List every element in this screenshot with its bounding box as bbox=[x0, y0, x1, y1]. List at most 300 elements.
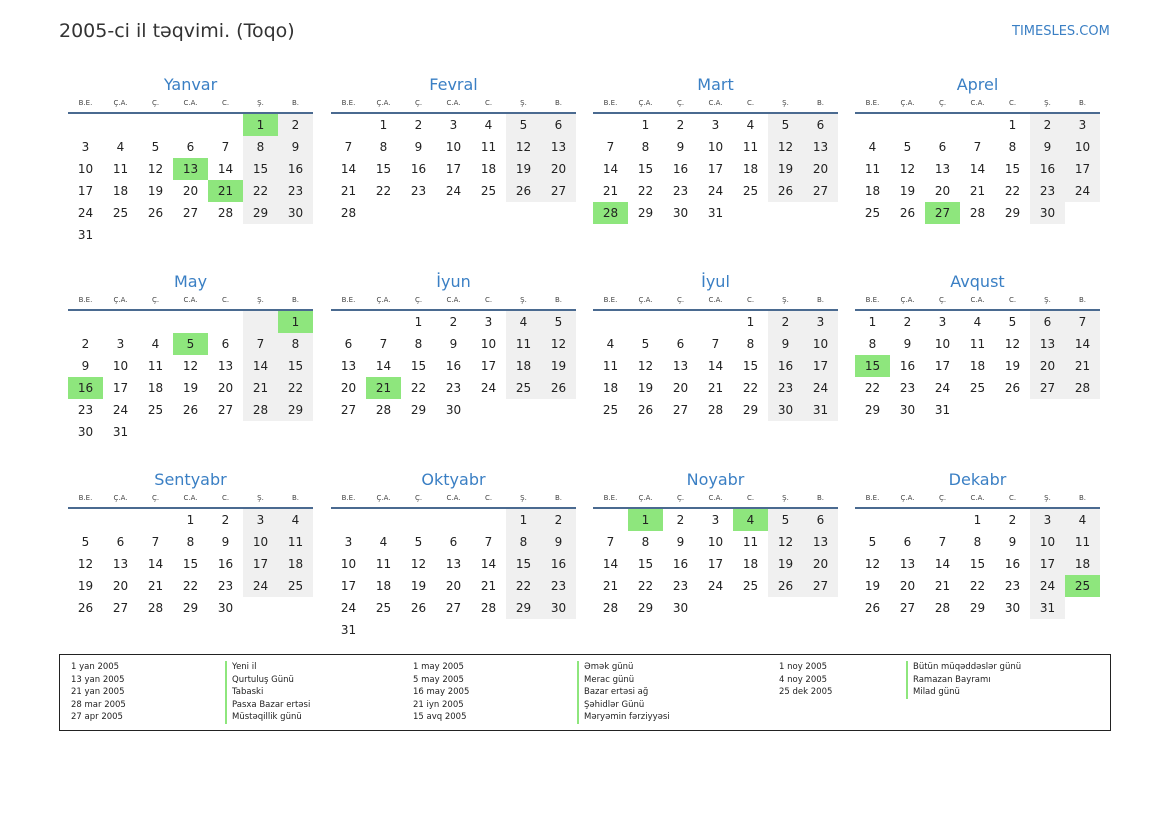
weekday-label: Ş. bbox=[257, 494, 264, 502]
day-cell: 27 bbox=[899, 601, 916, 615]
day-cell: 23 bbox=[1004, 579, 1021, 593]
weekday-label: Ş. bbox=[257, 296, 264, 304]
empty-cell bbox=[173, 421, 208, 443]
day-grid bbox=[593, 114, 838, 224]
weekday-label: C.A. bbox=[970, 494, 985, 502]
day-cell: 25 bbox=[742, 184, 759, 198]
month-2 bbox=[331, 73, 576, 224]
day-cell: 5 bbox=[1008, 315, 1017, 329]
empty-cell bbox=[733, 202, 768, 224]
weekday-label: Ç.A. bbox=[113, 99, 128, 107]
weekday-label: B. bbox=[554, 296, 563, 304]
day-cell: 6 bbox=[803, 509, 838, 531]
day-cell: 15 bbox=[637, 557, 654, 571]
day-cell: 20 bbox=[217, 381, 234, 395]
day-cell: 18 bbox=[602, 381, 619, 395]
day-cell: 11 bbox=[742, 140, 759, 154]
empty-cell bbox=[890, 509, 925, 531]
weekday-label: B.E. bbox=[865, 99, 880, 107]
day-cell: 2 bbox=[81, 337, 90, 351]
legend-holiday-name: Ramazan Bayramı bbox=[906, 674, 1021, 687]
empty-cell bbox=[593, 311, 628, 333]
day-cell: 17 bbox=[707, 557, 724, 571]
day-cell: 12 bbox=[147, 162, 164, 176]
weekday-label: C.A. bbox=[970, 296, 985, 304]
legend-holiday-name: Merac günü bbox=[577, 674, 670, 687]
day-cell: 23 bbox=[541, 575, 576, 597]
day-cell: 18 bbox=[742, 162, 759, 176]
day-cell: 13 bbox=[445, 557, 462, 571]
day-cell: 23 bbox=[672, 184, 689, 198]
day-cell: 30 bbox=[1030, 202, 1065, 224]
day-cell: 9 bbox=[278, 136, 313, 158]
empty-cell bbox=[278, 224, 313, 246]
legend-holiday-name: Milad günü bbox=[906, 686, 1021, 699]
day-cell: 16 bbox=[541, 553, 576, 575]
day-cell: 8 bbox=[973, 535, 982, 549]
weekday-label: B.E. bbox=[603, 99, 618, 107]
day-cell: 25 bbox=[969, 381, 986, 395]
empty-cell bbox=[103, 224, 138, 246]
legend-holiday-name: Bazar ertəsi ağ bbox=[577, 686, 670, 699]
day-cell: 22 bbox=[243, 180, 278, 202]
weekday-label: Ş. bbox=[1044, 99, 1051, 107]
day-cell: 21 bbox=[602, 184, 619, 198]
day-cell: 3 bbox=[803, 311, 838, 333]
weekday-header bbox=[331, 492, 576, 505]
empty-cell bbox=[803, 597, 838, 619]
day-cell: 10 bbox=[934, 337, 951, 351]
legend-holiday-name: Qurtuluş Günü bbox=[225, 674, 310, 687]
weekday-label: Ş. bbox=[257, 99, 264, 107]
empty-cell bbox=[173, 224, 208, 246]
day-cell: 28 bbox=[243, 399, 278, 421]
month-name: Sentyabr bbox=[154, 470, 227, 489]
day-cell: 3 bbox=[243, 509, 278, 531]
month-12 bbox=[855, 468, 1100, 619]
weekday-label: B.E. bbox=[603, 494, 618, 502]
day-cell: 7 bbox=[243, 333, 278, 355]
day-cell: 29 bbox=[637, 601, 654, 615]
day-cell: 31 bbox=[340, 623, 357, 637]
day-cell: 22 bbox=[637, 579, 654, 593]
empty-cell bbox=[855, 114, 890, 136]
day-cell: 24 bbox=[480, 381, 497, 395]
day-cell: 11 bbox=[506, 333, 541, 355]
month-name: Aprel bbox=[956, 75, 999, 94]
day-cell: 1 bbox=[243, 114, 278, 136]
day-cell: 8 bbox=[868, 337, 877, 351]
day-cell: 24 bbox=[803, 377, 838, 399]
day-cell: 17 bbox=[1065, 158, 1100, 180]
day-cell: 24 bbox=[243, 575, 278, 597]
day-cell: 2 bbox=[221, 513, 230, 527]
day-cell: 3 bbox=[81, 140, 90, 154]
weekday-label: C.A. bbox=[708, 296, 723, 304]
day-cell: 15 bbox=[182, 557, 199, 571]
empty-cell bbox=[995, 399, 1030, 421]
day-cell: 4 bbox=[973, 315, 982, 329]
day-cell: 2 bbox=[1008, 513, 1017, 527]
day-cell: 8 bbox=[186, 535, 195, 549]
day-cell: 5 bbox=[641, 337, 650, 351]
day-cell: 16 bbox=[1004, 557, 1021, 571]
month-8 bbox=[855, 270, 1100, 421]
day-cell: 20 bbox=[445, 579, 462, 593]
day-cell: 2 bbox=[676, 118, 685, 132]
month-name: Yanvar bbox=[163, 75, 218, 94]
weekday-label: Ç. bbox=[414, 494, 423, 502]
empty-cell bbox=[138, 421, 173, 443]
weekday-label: Ç.A. bbox=[113, 296, 128, 304]
day-cell: 7 bbox=[151, 535, 160, 549]
day-cell: 29 bbox=[243, 202, 278, 224]
empty-cell bbox=[1065, 202, 1100, 224]
day-cell: 20 bbox=[1030, 355, 1065, 377]
empty-cell bbox=[925, 114, 960, 136]
day-cell: 26 bbox=[768, 575, 803, 597]
day-cell: 1 bbox=[186, 513, 195, 527]
day-cell: 10 bbox=[480, 337, 497, 351]
day-cell: 16 bbox=[672, 557, 689, 571]
day-cell: 11 bbox=[278, 531, 313, 553]
day-cell: 19 bbox=[1004, 359, 1021, 373]
day-cell: 20 bbox=[899, 579, 916, 593]
day-cell: 25 bbox=[375, 601, 392, 615]
page-title: 2005-ci il təqvimi. (Toqo) bbox=[59, 20, 295, 42]
day-cell: 28 bbox=[969, 206, 986, 220]
month-name: Dekabr bbox=[948, 470, 1007, 489]
weekday-label: Ş. bbox=[520, 494, 527, 502]
day-cell: 28 bbox=[217, 206, 234, 220]
day-cell: 8 bbox=[243, 136, 278, 158]
weekday-header bbox=[68, 492, 313, 505]
day-cell: 2 bbox=[541, 509, 576, 531]
empty-cell bbox=[401, 509, 436, 531]
day-cell: 6 bbox=[116, 535, 125, 549]
day-cell: 12 bbox=[77, 557, 94, 571]
month-9 bbox=[68, 468, 313, 619]
weekday-label: Ç. bbox=[414, 99, 423, 107]
day-cell: 16 bbox=[217, 557, 234, 571]
day-cell: 1 bbox=[868, 315, 877, 329]
day-cell: 26 bbox=[410, 601, 427, 615]
day-cell: 26 bbox=[768, 180, 803, 202]
month-5 bbox=[68, 270, 313, 443]
day-cell: 5 bbox=[81, 535, 90, 549]
day-grid bbox=[855, 311, 1100, 421]
day-cell: 6 bbox=[221, 337, 230, 351]
empty-cell bbox=[541, 619, 576, 641]
empty-cell bbox=[803, 202, 838, 224]
empty-cell bbox=[698, 597, 733, 619]
month-name: May bbox=[173, 272, 208, 291]
day-cell: 12 bbox=[864, 557, 881, 571]
day-cell: 8 bbox=[641, 535, 650, 549]
weekday-label: C.A. bbox=[183, 296, 198, 304]
empty-cell bbox=[401, 202, 436, 224]
weekday-label: Ç.A. bbox=[900, 99, 915, 107]
day-cell: 19 bbox=[541, 355, 576, 377]
month-name: Fevral bbox=[429, 75, 478, 94]
weekday-header bbox=[331, 97, 576, 110]
weekday-label: Ç.A. bbox=[638, 494, 653, 502]
day-cell: 31 bbox=[112, 425, 129, 439]
day-cell: 17 bbox=[445, 162, 462, 176]
empty-cell bbox=[331, 114, 366, 136]
weekday-label: C. bbox=[1008, 99, 1017, 107]
day-cell: 19 bbox=[864, 579, 881, 593]
day-cell: 16 bbox=[278, 158, 313, 180]
day-cell: 18 bbox=[969, 359, 986, 373]
day-cell: 27 bbox=[182, 206, 199, 220]
day-cell: 26 bbox=[864, 601, 881, 615]
day-cell: 19 bbox=[637, 381, 654, 395]
day-cell: 1 bbox=[506, 509, 541, 531]
empty-cell bbox=[68, 311, 103, 333]
month-7 bbox=[593, 270, 838, 421]
day-cell: 13 bbox=[899, 557, 916, 571]
empty-cell bbox=[506, 619, 541, 641]
day-cell: 8 bbox=[506, 531, 541, 553]
weekday-label: B. bbox=[291, 296, 300, 304]
legend-holiday-name: Əmək günü bbox=[577, 661, 670, 674]
day-cell: 21 bbox=[480, 579, 497, 593]
day-cell: 9 bbox=[768, 333, 803, 355]
empty-cell bbox=[698, 311, 733, 333]
weekday-label: B.E. bbox=[341, 99, 356, 107]
empty-cell bbox=[960, 399, 995, 421]
day-cell: 22 bbox=[506, 575, 541, 597]
day-cell: 14 bbox=[217, 162, 234, 176]
legend-dates-col-3 bbox=[779, 661, 832, 699]
empty-cell bbox=[506, 202, 541, 224]
empty-cell bbox=[173, 311, 208, 333]
weekday-header bbox=[855, 492, 1100, 505]
day-cell: 12 bbox=[541, 333, 576, 355]
day-cell: 4 bbox=[506, 311, 541, 333]
day-cell: 25 bbox=[864, 206, 881, 220]
day-cell: 31 bbox=[803, 399, 838, 421]
day-cell: 26 bbox=[147, 206, 164, 220]
weekday-label: Ş. bbox=[520, 296, 527, 304]
empty-cell bbox=[103, 509, 138, 531]
weekday-header bbox=[68, 97, 313, 110]
day-cell: 14 bbox=[1065, 333, 1100, 355]
day-cell: 8 bbox=[1008, 140, 1017, 154]
day-cell: 9 bbox=[676, 535, 685, 549]
legend-date: 1 yan 2005 bbox=[71, 662, 120, 672]
weekday-label: Ç.A. bbox=[113, 494, 128, 502]
empty-cell bbox=[331, 509, 366, 531]
day-cell: 9 bbox=[81, 359, 90, 373]
day-cell: 6 bbox=[903, 535, 912, 549]
day-cell: 27 bbox=[541, 180, 576, 202]
day-cell: 13 bbox=[217, 359, 234, 373]
day-cell: 21 bbox=[243, 377, 278, 399]
day-cell: 1 bbox=[641, 118, 650, 132]
day-cell: 19 bbox=[77, 579, 94, 593]
day-cell: 1 bbox=[746, 315, 755, 329]
empty-cell bbox=[436, 619, 471, 641]
day-cell: 22 bbox=[864, 381, 881, 395]
brand-link[interactable]: TIMESLES.COM bbox=[1012, 24, 1110, 39]
day-cell: 15 bbox=[1004, 162, 1021, 176]
day-cell: 24 bbox=[934, 381, 951, 395]
empty-cell bbox=[138, 224, 173, 246]
day-cell: 4 bbox=[484, 118, 493, 132]
day-cell: 4 bbox=[606, 337, 615, 351]
day-cell: 29 bbox=[637, 206, 654, 220]
day-cell: 11 bbox=[112, 162, 129, 176]
day-cell: 23 bbox=[278, 180, 313, 202]
day-cell: 10 bbox=[1065, 136, 1100, 158]
day-cell: 19 bbox=[410, 579, 427, 593]
day-cell: 12 bbox=[506, 136, 541, 158]
day-cell: 5 bbox=[768, 509, 803, 531]
day-cell: 30 bbox=[217, 601, 234, 615]
day-cell: 25 bbox=[506, 377, 541, 399]
empty-cell bbox=[768, 202, 803, 224]
legend-date: 21 yan 2005 bbox=[71, 687, 125, 697]
day-cell: 2 bbox=[768, 311, 803, 333]
weekday-label: C.A. bbox=[708, 494, 723, 502]
weekday-label: B. bbox=[816, 296, 825, 304]
day-cell: 10 bbox=[243, 531, 278, 553]
day-cell: 14 bbox=[602, 557, 619, 571]
day-cell: 12 bbox=[410, 557, 427, 571]
weekday-label: Ç. bbox=[151, 494, 160, 502]
day-cell: 5 bbox=[903, 140, 912, 154]
weekday-header bbox=[855, 294, 1100, 307]
empty-cell bbox=[1065, 399, 1100, 421]
day-cell: 18 bbox=[1065, 553, 1100, 575]
day-cell: 2 bbox=[449, 315, 458, 329]
empty-cell bbox=[366, 619, 401, 641]
day-cell: 28 bbox=[375, 403, 392, 417]
month-name: Avqust bbox=[950, 272, 1005, 291]
day-cell: 2 bbox=[903, 315, 912, 329]
empty-cell bbox=[663, 311, 698, 333]
day-cell: 21 bbox=[1065, 355, 1100, 377]
weekday-label: C.A. bbox=[183, 494, 198, 502]
day-cell: 9 bbox=[541, 531, 576, 553]
day-grid bbox=[855, 509, 1100, 619]
day-cell: 22 bbox=[1004, 184, 1021, 198]
weekday-label: Ç.A. bbox=[638, 296, 653, 304]
day-cell: 6 bbox=[449, 535, 458, 549]
day-cell: 17 bbox=[1030, 553, 1065, 575]
month-name: İyul bbox=[701, 272, 730, 291]
legend-date: 16 may 2005 bbox=[413, 687, 470, 697]
day-cell: 30 bbox=[541, 597, 576, 619]
legend-date: 1 may 2005 bbox=[413, 662, 464, 672]
day-cell: 23 bbox=[1030, 180, 1065, 202]
weekday-label: Ç.A. bbox=[376, 296, 391, 304]
day-cell: 17 bbox=[77, 184, 94, 198]
day-cell: 16 bbox=[1030, 158, 1065, 180]
empty-cell bbox=[138, 311, 173, 333]
day-cell: 11 bbox=[375, 557, 392, 571]
empty-cell bbox=[243, 597, 278, 619]
month-4 bbox=[855, 73, 1100, 224]
day-cell: 27 bbox=[445, 601, 462, 615]
day-cell: 3 bbox=[711, 118, 720, 132]
weekday-label: Ç. bbox=[151, 99, 160, 107]
empty-cell bbox=[331, 311, 366, 333]
day-cell: 13 bbox=[934, 162, 951, 176]
day-cell: 17 bbox=[480, 359, 497, 373]
day-cell: 29 bbox=[182, 601, 199, 615]
day-cell: 7 bbox=[711, 337, 720, 351]
day-cell: 8 bbox=[414, 337, 423, 351]
day-cell: 14 bbox=[340, 162, 357, 176]
empty-cell bbox=[471, 619, 506, 641]
empty-cell bbox=[541, 399, 576, 421]
weekday-label: Ş. bbox=[1044, 494, 1051, 502]
day-cell: 31 bbox=[707, 206, 724, 220]
day-cell: 11 bbox=[969, 337, 986, 351]
day-cell: 7 bbox=[1065, 311, 1100, 333]
day-cell: 31 bbox=[77, 228, 94, 242]
day-cell: 28 bbox=[147, 601, 164, 615]
weekday-label: B.E. bbox=[341, 296, 356, 304]
empty-cell bbox=[243, 224, 278, 246]
day-cell: 8 bbox=[641, 140, 650, 154]
day-cell: 26 bbox=[541, 377, 576, 399]
weekday-label: B. bbox=[291, 494, 300, 502]
day-cell: 13 bbox=[340, 359, 357, 373]
day-cell: 8 bbox=[746, 337, 755, 351]
weekday-label: Ş. bbox=[520, 99, 527, 107]
weekday-label: C. bbox=[746, 296, 755, 304]
day-cell: 15 bbox=[855, 355, 890, 377]
legend-names-col-1 bbox=[225, 661, 310, 724]
legend-holiday-name: Müstəqillik günü bbox=[225, 711, 310, 724]
day-cell: 31 bbox=[934, 403, 951, 417]
empty-cell bbox=[471, 202, 506, 224]
empty-cell bbox=[768, 597, 803, 619]
day-cell: 7 bbox=[606, 140, 615, 154]
day-cell: 2 bbox=[414, 118, 423, 132]
day-cell: 28 bbox=[480, 601, 497, 615]
day-cell: 4 bbox=[868, 140, 877, 154]
weekday-label: Ç. bbox=[938, 99, 947, 107]
month-3 bbox=[593, 73, 838, 224]
day-cell: 5 bbox=[173, 333, 208, 355]
day-cell: 4 bbox=[746, 118, 755, 132]
legend-date: 5 may 2005 bbox=[413, 674, 464, 685]
day-cell: 24 bbox=[1065, 180, 1100, 202]
day-cell: 23 bbox=[672, 579, 689, 593]
day-cell: 6 bbox=[938, 140, 947, 154]
empty-cell bbox=[68, 114, 103, 136]
day-cell: 29 bbox=[742, 403, 759, 417]
day-cell: 11 bbox=[147, 359, 164, 373]
legend-dates-col-1 bbox=[71, 661, 126, 724]
day-grid bbox=[855, 114, 1100, 224]
day-cell: 12 bbox=[1004, 337, 1021, 351]
day-cell: 30 bbox=[899, 403, 916, 417]
day-cell: 8 bbox=[278, 333, 313, 355]
weekday-header bbox=[331, 294, 576, 307]
day-cell: 24 bbox=[1030, 575, 1065, 597]
day-cell: 28 bbox=[602, 601, 619, 615]
day-cell: 4 bbox=[379, 535, 388, 549]
empty-cell bbox=[103, 114, 138, 136]
day-cell: 22 bbox=[278, 377, 313, 399]
day-cell: 25 bbox=[147, 403, 164, 417]
